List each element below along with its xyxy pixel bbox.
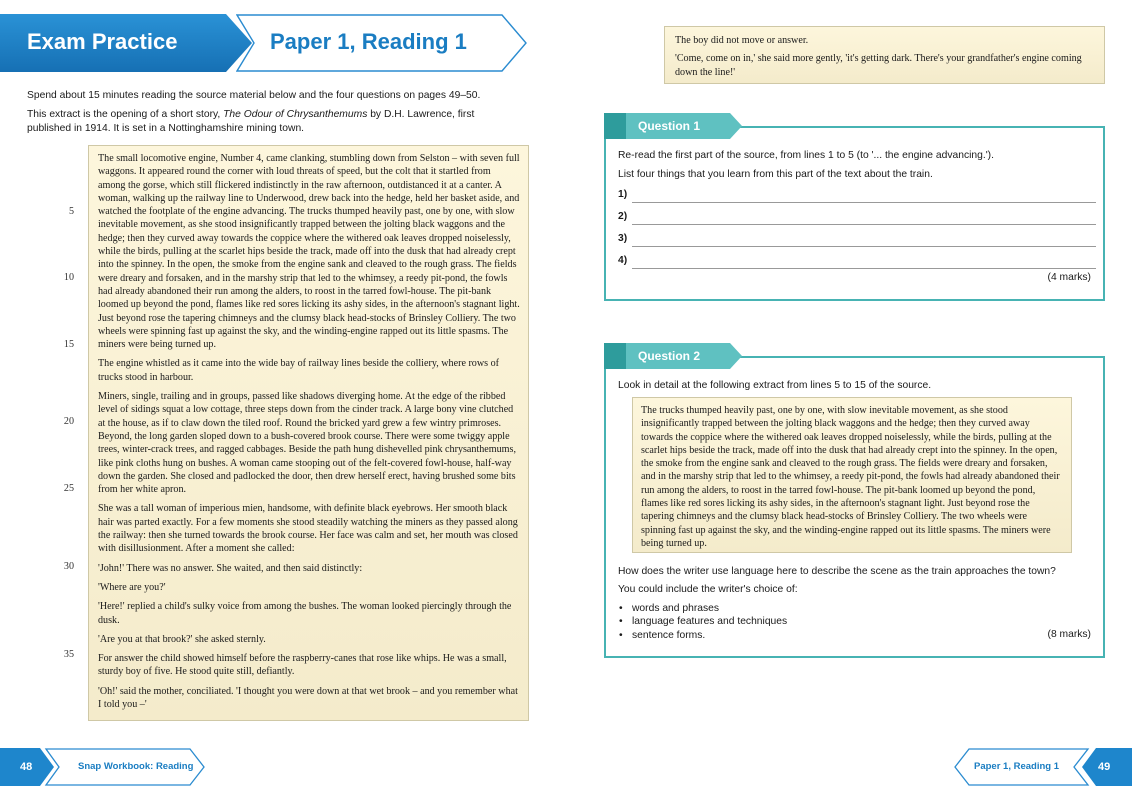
source-paragraph: She was a tall woman of imperious mien, handsome, with definite black eyebrows. Her smooth black hair was parted exactly. For a few moments she stood steadily watching the miners as they passed along the railway: then she turned towards the brook course. Her face was calm and set, her mouth was closed with disillusionment. After a moment she called:	[98, 503, 518, 555]
answer-number: 4)	[618, 255, 628, 266]
question-2-question: How does the writer use language here to describe the scene as the train approaches the town?	[618, 566, 1056, 577]
question-2-label: Question 2	[638, 349, 701, 363]
footer-book-title: Snap Workbook: Reading	[78, 761, 194, 772]
line-number: 10	[63, 272, 74, 283]
footer-left	[0, 748, 206, 786]
paper-banner	[236, 14, 528, 72]
source-paragraph: 'Where are you?'	[98, 581, 166, 593]
line-number: 35	[63, 649, 74, 660]
source-paragraph: 'Are you at that brook?' she asked sternly.	[98, 633, 266, 645]
footer-right	[954, 748, 1132, 786]
answer-number: 2)	[618, 211, 628, 222]
list-item: • words and phrases	[618, 602, 787, 615]
source-continuation-box	[664, 26, 1105, 84]
line-number: 15	[63, 339, 74, 350]
paper-title: Paper 1, Reading 1	[270, 29, 467, 54]
line-number: 25	[63, 483, 74, 494]
question-2-marks: (8 marks)	[1047, 629, 1091, 640]
question-1-tab	[604, 113, 742, 139]
source-paragraph: 'Here!' replied a child's sulky voice from among the bushes. The woman looked piercingly through the dusk.	[98, 601, 512, 626]
page-number-left: 48	[20, 761, 33, 773]
question-1-instruction: Re-read the first part of the source, from lines 1 to 5 (to '... the engine advancing.').	[618, 150, 994, 161]
answer-line-1[interactable]	[618, 189, 1096, 203]
question-2-prompt: You could include the writer's choice of:	[618, 584, 798, 595]
answer-line-2[interactable]	[618, 211, 1096, 225]
line-number: 5	[68, 206, 74, 217]
story-title: The Odour of Chrysanthemums	[223, 109, 368, 120]
list-item: • language features and techniques	[618, 615, 787, 628]
line-number: 20	[63, 416, 74, 427]
question-1-marks: (4 marks)	[1047, 272, 1091, 283]
footer-paper-title: Paper 1, Reading 1	[974, 761, 1060, 772]
source-paragraph: 'Oh!' said the mother, conciliated. 'I thought you were down at that wet brook – and you remember what I told you –'	[98, 685, 518, 710]
context-text	[27, 108, 517, 136]
question-2-instruction: Look in detail at the following extract from lines 5 to 15 of the source.	[618, 380, 932, 391]
question-2-extract: The trucks thumped heavily past, one by one, with slow inevitable movement, as she stood insignificantly trapped between the jolting black waggons and the hedge; then they curved away towards the coppice where the withered oak leaves dropped noiselessly, while the birds, pulling at the scarlet hips beside the track, made off into the dusk that had already crept into the spinney. In the open, the smoke from the engine sank and cleaved to the rough grass. The fields were dreary and forsaken, and in the marshy strip that led to the whimsey, a reedy pit-pond, the fowls had already abandoned their run among the alders, to roost in the tarred fowl-house. The pit-bank loomed up beyond the pond, flames like red sores licking its ashy sides, in the afternoon's stagnant light. Just beyond rose the tapering chimneys and the clumsy black head-stocks of Brinsley Colliery. The two wheels were spinning fast up against the sky, and the winding-engine rapped out its little spasms. The miners were being turned up.	[632, 397, 1072, 553]
context-before: This extract is the opening of a short story,	[27, 109, 224, 120]
question-2-tab	[604, 343, 742, 369]
question-1-task: List four things that you learn from this part of the text about the train.	[618, 169, 933, 180]
answer-number: 3)	[618, 233, 628, 244]
question-1-label: Question 1	[638, 119, 701, 133]
section-banner	[0, 14, 252, 72]
source-paragraph: The small locomotive engine, Number 4, came clanking, stumbling down from Selston – with seven full waggons. It appeared round the corner with loud threats of speed, but the colt that it startled from among the gorse, which still flickered indistinctly in the raw afternoon, outdistanced it at a canter. A woman, walking up the railway line to Underwood, drew back into the hedge, held her basket aside, and watched the footplate of the engine advancing. The trucks thumped heavily past, one by one, with slow inevitable movement, as she stood insignificantly trapped between the jolting black waggons and the hedge; then they curved away towards the coppice where the withered oak leaves dropped noiselessly, while the birds, pulling at the scarlet hips beside the track, made off into the dusk that had already crept into the spinney. In the open, the smoke from the engine sank and cleaved to the rough grass. The fields were dreary and forsaken, and in the marshy strip that led to the whimsey, a reedy pit-pond, the fowls had already abandoned their run among the alders, to roost in the tarred fowl-house. The pit-bank loomed up beyond the pond, flames like red sores licking its ashy sides, in the afternoon's stagnant light. Just beyond rose the tapering chimneys and the clumsy black head-stocks of Brinsley Colliery. The two wheels were spinning fast up against the sky, and the winding-engine rapped out its little spasms. The miners were being turned up.	[98, 153, 520, 351]
source-paragraph: For answer the child showed himself before the raspberry-canes that rose like whips. He was a small, sturdy boy of five. He stood quite still, defiantly.	[98, 653, 507, 678]
source-paragraph: 'John!' There was no answer. She waited, and then said distinctly:	[98, 562, 363, 574]
answer-line-3[interactable]	[618, 233, 1096, 247]
page-number-right: 49	[1098, 761, 1111, 773]
answer-number: 1)	[618, 189, 628, 200]
line-number: 30	[63, 561, 74, 572]
context-after: by D.H. Lawrence, first published in 1914. It is set in a Nottinghamshire mining town.	[27, 109, 475, 134]
source-paragraph: The engine whistled as it came into the wide bay of railway lines beside the colliery, where rows of trucks stood in harbour.	[98, 358, 500, 383]
section-title: Exam Practice	[27, 29, 178, 54]
list-item: • sentence forms.	[618, 629, 787, 642]
answer-line-4[interactable]	[618, 255, 1096, 269]
question-2-bullet-list	[618, 602, 787, 642]
source-text	[98, 152, 520, 717]
source-text-box	[88, 145, 529, 721]
source-paragraph: The boy did not move or answer.	[675, 35, 809, 46]
source-paragraph: 'Come, come on in,' she said more gently, 'it's getting dark. There's your grandfather's engine coming down the line!'	[675, 53, 1082, 78]
source-paragraph: Miners, single, trailing and in groups, passed like shadows diverging home. At the edge of the ribbed level of sidings squat a low cottage, three steps down from the cinder track. A large bony vine clutched at the house, as if to claw down the tiled roof. Round the bricked yard grew a few wintry primroses. Beyond, the long garden sloped down to a bush-covered brook course. There were some twiggy apple trees, winter-crack trees, and ragged cabbages. Beside the path hung dishevelled pink chrysanthemums, like pink cloths hung on bushes. A woman came stooping out of the felt-covered fowl-house, half-way down the garden. She closed and padlocked the door, then drew herself erect, having brushed some bits from her white apron.	[98, 391, 516, 496]
instructions-text: Spend about 15 minutes reading the source material below and the four questions on pages 49–50.	[27, 90, 481, 101]
